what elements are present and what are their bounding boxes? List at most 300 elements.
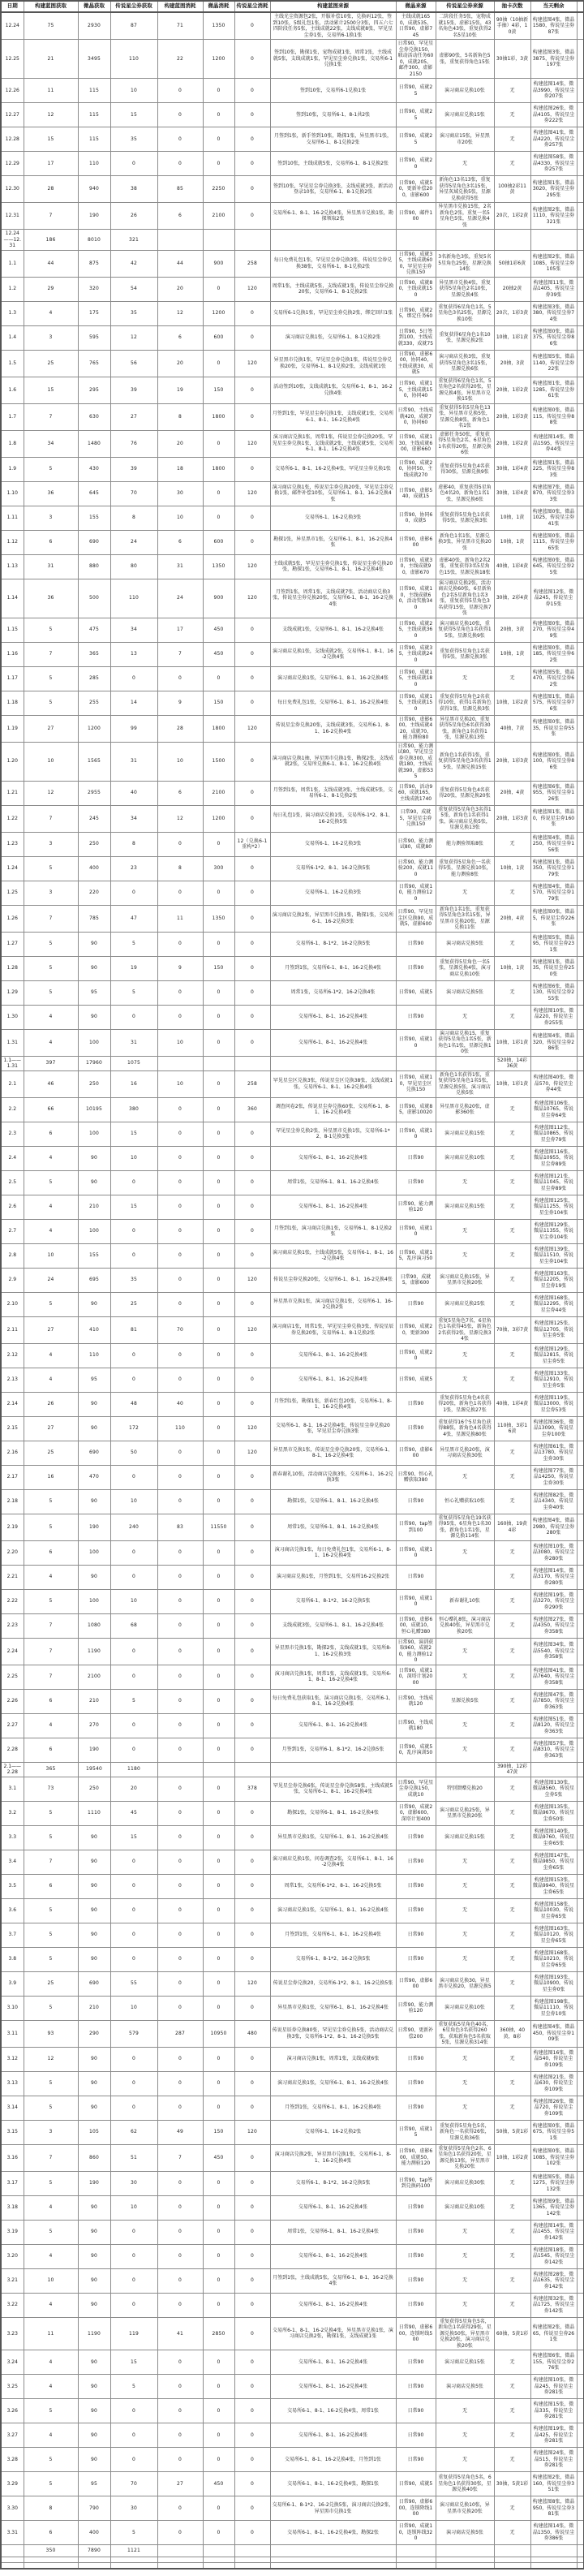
cell: 无: [436, 2293, 494, 2317]
cell: 2955: [78, 781, 110, 805]
cell: 构建蓝图129张，微晶11355，传说星尘券104张: [530, 1219, 577, 1243]
cell: 4: [24, 2195, 78, 2220]
cell: [577, 1850, 584, 1874]
cell: 27: [157, 2472, 203, 2496]
cell: 演习商店兑换15张: [436, 103, 494, 127]
cell: 构建蓝图0张，微晶375，传说星尘券86张: [530, 325, 577, 350]
cell: 7: [24, 905, 78, 932]
cell: 交易所6-1、8-1、16-2兑换4张: [270, 2293, 396, 2317]
cell: 2.13: [1, 1368, 24, 1392]
cell: 1.10: [1, 481, 24, 506]
cell: 5: [24, 618, 78, 642]
cell: [436, 230, 494, 251]
cell: 27: [24, 1316, 78, 1343]
cell: 构建蓝图18张，微晶1545，传说星尘券142张: [530, 2244, 577, 2268]
cell: 0: [110, 152, 157, 176]
cell: 0: [234, 1738, 270, 1762]
cell: 0: [157, 2423, 203, 2448]
cell: 0: [234, 127, 270, 152]
cell: 12: [24, 2047, 78, 2071]
cell: 新角色1名1张，星源兑换3张，异星黑市兑换20张: [436, 530, 494, 554]
cell: 无: [494, 1738, 530, 1762]
cell: 10抽，1彩2黄: [494, 691, 530, 715]
cell: 0: [110, 2047, 157, 2071]
cell: 无: [494, 2448, 530, 2472]
cell: 0: [203, 1465, 234, 1489]
table-row: [1, 1613, 584, 1638]
cell: 120: [234, 350, 270, 377]
cell: 120: [234, 1416, 270, 1441]
cell: 无: [494, 1122, 530, 1146]
table-row: [1, 1146, 584, 1170]
cell: 10: [24, 742, 78, 781]
cell: 5: [24, 1947, 78, 1971]
cell: 0: [157, 2496, 203, 2521]
cell: 365: [78, 642, 110, 666]
cell: 40: [157, 1392, 203, 1416]
cell: [577, 856, 584, 881]
cell: 0: [203, 1268, 234, 1292]
cell: 3.16: [1, 2144, 24, 2171]
cell: 无: [436, 1923, 494, 1947]
cell: 520抽，14彩36黄: [494, 1056, 530, 1070]
cell: 1800: [203, 715, 234, 742]
cell: 无: [436, 2448, 494, 2472]
cell: [157, 230, 203, 251]
cell: 350: [24, 2545, 78, 2557]
table-row: [1, 1170, 584, 1195]
cell: 无: [494, 2047, 530, 2071]
cell: 5: [24, 856, 78, 881]
cell: 20抽，1彩3黄: [494, 742, 530, 781]
cell: 日常90，成就15: [396, 2120, 436, 2144]
cell: 765: [78, 350, 110, 377]
cell: [577, 666, 584, 691]
cell: 120: [234, 481, 270, 506]
cell: 演习商店1张，周常1张，罕见星尘券兑换3张，传说星辰券兑换20张，交易所6-1、8-1兑换2张: [270, 1316, 396, 1343]
cell: 360抽，40黄，8彩: [494, 2020, 530, 2047]
cell: 0: [110, 2268, 157, 2293]
cell: 110: [78, 1343, 110, 1368]
cell: 0: [234, 691, 270, 715]
cell: 日常90，5日签到100，主线成就330，成就75: [396, 325, 436, 350]
cell: 6: [24, 2521, 78, 2545]
cell: 0: [234, 2472, 270, 2496]
cell: 演习商店兑换5张: [436, 2521, 494, 2545]
cell: [577, 103, 584, 127]
cell: 演习商店兑换1张，支线成就2张，交易所6-1、8-1、16-2兑换4张: [270, 642, 396, 666]
cell: 构建蓝图14张，微晶1595，传说星尘券44张: [530, 430, 577, 457]
cell: 2.1——2.28: [1, 1762, 24, 1777]
cell: 0: [203, 1122, 234, 1146]
cell: [396, 2557, 436, 2563]
cell: 13: [110, 642, 157, 666]
table-row: [1, 1070, 584, 1097]
cell: 10: [110, 1589, 157, 1613]
table-row: [1, 1195, 584, 1219]
cell: [577, 2220, 584, 2244]
cell: 11550: [203, 1514, 234, 1540]
cell: 40抽，7黄: [494, 715, 530, 742]
cell: 无: [494, 2423, 530, 2448]
cell: 无: [494, 1971, 530, 1996]
cell: 47: [110, 905, 157, 932]
cell: 2.17: [1, 1465, 24, 1489]
cell: 0: [234, 1540, 270, 1565]
cell: 虚影40，重复获得5星角色4名20，新角色1名1张，星源兑换6张: [436, 481, 494, 506]
cell: 无: [436, 2423, 494, 2448]
cell: 无: [436, 2096, 494, 2120]
cell: 新角色13名13张，重复获得5星角色3名15张，异星灰域兑换5张，星源兑换获得5张: [436, 176, 494, 203]
cell: 演习商店兑换10张: [436, 2195, 494, 2220]
cell: [494, 2557, 530, 2563]
table-row: [1, 2120, 584, 2144]
cell: 无: [436, 1665, 494, 1689]
table-row: [1, 2448, 584, 2472]
cell: 12.28: [1, 127, 24, 152]
cell: 周常1张，交易所6-1、8-1、16-2兑换4张: [270, 2220, 396, 2244]
cell: 9: [157, 956, 203, 980]
cell: 645: [78, 481, 110, 506]
cell: 12: [24, 781, 78, 805]
cell: 68: [110, 1613, 157, 1638]
cell: 构建蓝图1张，微晶35，传说星尘券250张: [530, 956, 577, 980]
table-row: [1, 2521, 584, 2545]
cell: 构建蓝图11张，微晶1405，传说星尘券39张: [530, 277, 577, 301]
cell: 100: [78, 1219, 110, 1243]
cell: 2930: [78, 12, 110, 40]
cell: [494, 230, 530, 251]
cell: 2100: [203, 781, 234, 805]
cell: [577, 2020, 584, 2047]
cell: 1.2: [1, 277, 24, 301]
cell: 10抽，1彩2黄: [494, 2144, 530, 2171]
cell: 日常90，虚影600: [396, 1971, 436, 1996]
cell: 构建蓝图4张，微晶450，传说星尘券109张: [530, 2020, 577, 2047]
column-header: 构建蓝图消耗: [157, 1, 203, 12]
cell: 日常90: [396, 2350, 436, 2375]
cell: 16: [110, 1070, 157, 1097]
cell: [203, 230, 234, 251]
table-row: [1, 1801, 584, 1825]
cell: 50抽，5黄1彩: [494, 2120, 530, 2144]
cell: 构建蓝图119张，微晶13000，传说星尘券53张: [530, 1392, 577, 1416]
cell: 构建蓝图130张，微晶8560，传说星尘券5张: [530, 1777, 577, 1801]
cell: 186: [24, 230, 78, 251]
cell: 397: [24, 1056, 78, 1070]
cell: 0: [157, 2293, 203, 2317]
cell: 日常90，能力测试80，罕见星尘券兑换300，成就180，主线成就390，虚影535: [396, 742, 436, 781]
cell: 0: [234, 2244, 270, 2268]
cell: 20抽，4黄: [494, 781, 530, 805]
cell: 0: [157, 2350, 203, 2375]
cell: 90: [78, 1292, 110, 1316]
cell: 1500: [203, 742, 234, 781]
cell: 日常90，虚影600，成就50，能力测验120: [396, 2144, 436, 2171]
cell: 120: [234, 2120, 270, 2144]
cell: 0: [234, 742, 270, 781]
cell: 日常90，成就25: [396, 103, 436, 127]
cell: 5: [24, 1996, 78, 2020]
cell: 6: [24, 1874, 78, 1898]
cell: 90: [78, 2220, 110, 2244]
cell: 日常90，成就10: [396, 1029, 436, 1056]
cell: 22: [157, 40, 203, 79]
cell: 90: [78, 2268, 110, 2293]
cell: 1.21: [1, 781, 24, 805]
cell: 0: [234, 2171, 270, 2195]
cell: 虚影90张，5名新角色5张，重复获得角色15张: [436, 40, 494, 79]
cell: 99: [110, 715, 157, 742]
cell: 构建蓝图0张，微晶35，传说星尘券55张: [530, 715, 577, 742]
cell: 3.1: [1, 1777, 24, 1801]
cell: 0: [157, 1219, 203, 1243]
cell: 0: [203, 1292, 234, 1316]
cell: 无: [436, 1638, 494, 1665]
cell: 无: [494, 2220, 530, 2244]
cell: 0: [203, 1368, 234, 1392]
cell: 5: [24, 980, 78, 1005]
cell: 70抽，3彩7黄: [494, 1316, 530, 1343]
cell: [577, 1565, 584, 1589]
cell: 构建蓝图0张，微晶1025，传说星尘券41张: [530, 506, 577, 530]
cell: 0: [203, 2496, 234, 2521]
cell: 0: [234, 1219, 270, 1243]
cell: 90: [78, 2423, 110, 2448]
cell: 构建蓝图135张，微晶9670，传说星尘券50张: [530, 1801, 577, 1825]
cell: 41: [157, 2317, 203, 2350]
cell: 月签到1张，周常1张，支线成就7张，活动商店兑换3张，传说星尘券兑换20张，交易所6-1、8-1、16-2兑换4张: [270, 579, 396, 618]
cell: 日常90: [396, 1489, 436, 1514]
cell: [110, 2563, 157, 2570]
cell: 25: [110, 1292, 157, 1316]
cell: [577, 1056, 584, 1070]
cell: 日常90，成就5: [396, 1368, 436, 1392]
cell: 17: [24, 152, 78, 176]
cell: 构建蓝图1张，微晶225，传说星尘券83张: [530, 457, 577, 481]
cell: 0: [234, 2496, 270, 2521]
cell: 日常90，成就5，虚影600: [396, 1268, 436, 1292]
cell: 演习商店兑换1张，周常1张，传说星尘券兑换20张，罕见星尘券兑换1张，支线成就2张，主线成就5张，交易所6-1、8-1、16-2兑换4张: [270, 430, 396, 457]
cell: 演习商店兑换1张，问卷调查2张，交易所6-1、8-1、16-2兑换4张: [270, 1850, 396, 1874]
cell: [577, 430, 584, 457]
cell: 无: [494, 1898, 530, 1923]
cell: 构建蓝图4张，微晶320，传说星尘券286张: [530, 1029, 577, 1056]
table-row: [1, 2268, 584, 2293]
cell: 105: [78, 2120, 110, 2144]
cell: 690: [78, 530, 110, 554]
cell: 1200: [203, 805, 234, 832]
cell: 交易所6-1、16-2兑换3张: [270, 832, 396, 856]
cell: 无: [494, 1005, 530, 1029]
cell: 无: [494, 1947, 530, 1971]
cell: 0: [157, 2375, 203, 2399]
cell: 75: [24, 12, 78, 40]
cell: 31: [157, 554, 203, 579]
cell: 0: [110, 2244, 157, 2268]
cell: 27: [24, 1416, 78, 1441]
cell: 475: [78, 618, 110, 642]
cell: 20抽，4黄: [494, 905, 530, 932]
cell: 45: [110, 1801, 157, 1825]
cell: 0: [157, 127, 203, 152]
cell: 1121: [110, 2545, 157, 2557]
cell: 1.28: [1, 956, 24, 980]
cell: 115: [78, 79, 110, 103]
cell: 无: [494, 2496, 530, 2521]
cell: 0: [203, 2096, 234, 2120]
table-row: [1, 618, 584, 642]
table-row: [1, 1996, 584, 2020]
cell: 26: [110, 203, 157, 230]
cell: 250: [78, 832, 110, 856]
cell: 15: [24, 377, 78, 403]
cell: 0: [157, 1292, 203, 1316]
cell: 构建蓝图15张，微晶335，传说星尘券281张: [530, 2399, 577, 2423]
cell: 480: [234, 2020, 270, 2047]
cell: 无: [436, 2244, 494, 2268]
cell: 0: [234, 325, 270, 350]
cell: 31: [110, 1029, 157, 1056]
cell: [577, 980, 584, 1005]
cell: 1.22: [1, 805, 24, 832]
cell: 430: [78, 457, 110, 481]
cell: 构建蓝图9张，微晶1365，传说星尘券142张: [530, 2195, 577, 2220]
cell: 30抽，5黄1彩: [494, 2472, 530, 2496]
cell: 28: [24, 176, 78, 203]
cell: 120: [234, 579, 270, 618]
cell: 日常90: [396, 2220, 436, 2244]
cell: 8: [157, 403, 203, 430]
cell: 0: [157, 1170, 203, 1195]
table-row: [1, 12, 584, 40]
cell: 3: [24, 2120, 78, 2144]
cell: 无: [494, 2375, 530, 2399]
cell: 0: [157, 932, 203, 956]
cell: 构建蓝图24张，微晶515，传说星尘券281张: [530, 2448, 577, 2472]
cell: 传说星辰券兑换80张，罕见星尘券兑换5张，活动商店兑换3张，交易所6-1*2、8-1、16-2兑换5张: [270, 2020, 396, 2047]
cell: 无: [436, 2268, 494, 2293]
cell: [234, 2557, 270, 2563]
cell: 0: [234, 2293, 270, 2317]
cell: 0: [203, 1316, 234, 1343]
cell: [577, 2293, 584, 2317]
cell: 120: [234, 277, 270, 301]
cell: 2.15: [1, 1416, 24, 1441]
cell: 0: [157, 1489, 203, 1514]
cell: 5: [24, 457, 78, 481]
table-row: [1, 152, 584, 176]
cell: 17: [157, 618, 203, 642]
cell: 日常90，成就25: [396, 127, 436, 152]
cell: 0: [234, 2423, 270, 2448]
cell: 重复获得5星角色一名获得5张，星源兑换10张，能力测验8张: [436, 856, 494, 881]
cell: 月签到1张，勘探1张，新春红包20张，交易所6-1、8-1、16-2兑换4张: [270, 1392, 396, 1416]
cell: [203, 2563, 234, 2570]
table-row: [1, 1689, 584, 1713]
cell: 4: [24, 1146, 78, 1170]
cell: 95: [78, 2472, 110, 2496]
cell: 250: [78, 1070, 110, 1097]
cell: 无: [494, 1219, 530, 1243]
cell: 日常90，成就20，虚影600，深塔计划400: [396, 1801, 436, 1825]
cell: 构建蓝图1张，微晶3020，传说星尘券295张: [530, 176, 577, 203]
cell: 无: [494, 1097, 530, 1122]
cell: 勘探1张，交易所6-1、8-1、16-2兑换4张: [270, 1489, 396, 1514]
cell: 0: [110, 1713, 157, 1738]
cell: 0: [157, 1638, 203, 1665]
cell: 1.1——1.31: [1, 1056, 24, 1070]
cell: 0: [157, 2071, 203, 2096]
cell: [577, 1392, 584, 1416]
table-row: [1, 2496, 584, 2521]
cell: 6: [157, 530, 203, 554]
cell: 0: [234, 1923, 270, 1947]
cell: 11: [24, 2317, 78, 2350]
cell: 日常90，成就130，主线成就600，虚影660: [396, 430, 436, 457]
cell: 100: [78, 1589, 110, 1613]
cell: [577, 905, 584, 932]
cell: 勘探1张，交易所6-1、8-1、16-2兑换4张: [270, 1801, 396, 1825]
table-row: [1, 1441, 584, 1465]
cell: 交易所6-1、8-1、16-2兑换4张: [270, 2195, 396, 2220]
cell: 无: [494, 2293, 530, 2317]
cell: 日常90: [396, 2293, 436, 2317]
cell: 0: [203, 1874, 234, 1898]
cell: [78, 2557, 110, 2563]
cell: 构建蓝图140张，微晶9760，传说星尘券65张: [530, 1825, 577, 1850]
cell: 26: [24, 1392, 78, 1416]
cell: 90: [78, 1005, 110, 1029]
cell: 40抽，1彩4黄: [494, 554, 530, 579]
cell: [577, 2071, 584, 2096]
cell: 无: [494, 832, 530, 856]
cell: 120: [234, 430, 270, 457]
cell: 20: [157, 277, 203, 301]
cell: [577, 176, 584, 203]
cell: 构建蓝图106张，微晶10765，传说星尘券64张: [530, 1097, 577, 1122]
cell: 0: [157, 1565, 203, 1589]
cell: [577, 1441, 584, 1465]
cell: [577, 301, 584, 325]
cell: 构建蓝图133张，微晶12910，传说星尘券5张: [530, 1368, 577, 1392]
cell: [270, 2563, 396, 2570]
cell: [530, 230, 577, 251]
cell: 每日免费礼包1张，交易所6-1、8-1、16-2兑换4张: [270, 691, 396, 715]
cell: 日常90，成就35，主线成就240: [396, 642, 436, 666]
cell: 日常90，成就15，乱序演习50: [396, 1243, 436, 1268]
cell: 90: [78, 1923, 110, 1947]
cell: 500: [78, 579, 110, 618]
cell: 3.6: [1, 1898, 24, 1923]
cell: 2250: [203, 176, 234, 203]
cell: [577, 1292, 584, 1316]
cell: 10195: [78, 1097, 110, 1122]
cell: 2.5: [1, 1170, 24, 1195]
cell: 4: [24, 1713, 78, 1738]
cell: 新角色1名获得1张，重复获得5星角色1名5张，星源兑换5张，演习商店兑换5张: [436, 1070, 494, 1097]
cell: 重复获得5星角色1名获得5张，星源兑换3张: [436, 642, 494, 666]
cell: 日常90: [396, 956, 436, 980]
cell: 构建蓝图16张，微晶540，传说星尘券109张: [530, 2047, 577, 2071]
cell: 20次，1彩3黄: [494, 301, 530, 325]
cell: [157, 2557, 203, 2563]
cell: 日常90，虚影600，协同40，主线成就30，成就5: [396, 350, 436, 377]
cell: 无: [436, 1170, 494, 1195]
cell: 0: [110, 881, 157, 905]
cell: 7: [24, 203, 78, 230]
table-row: [1, 1923, 584, 1947]
